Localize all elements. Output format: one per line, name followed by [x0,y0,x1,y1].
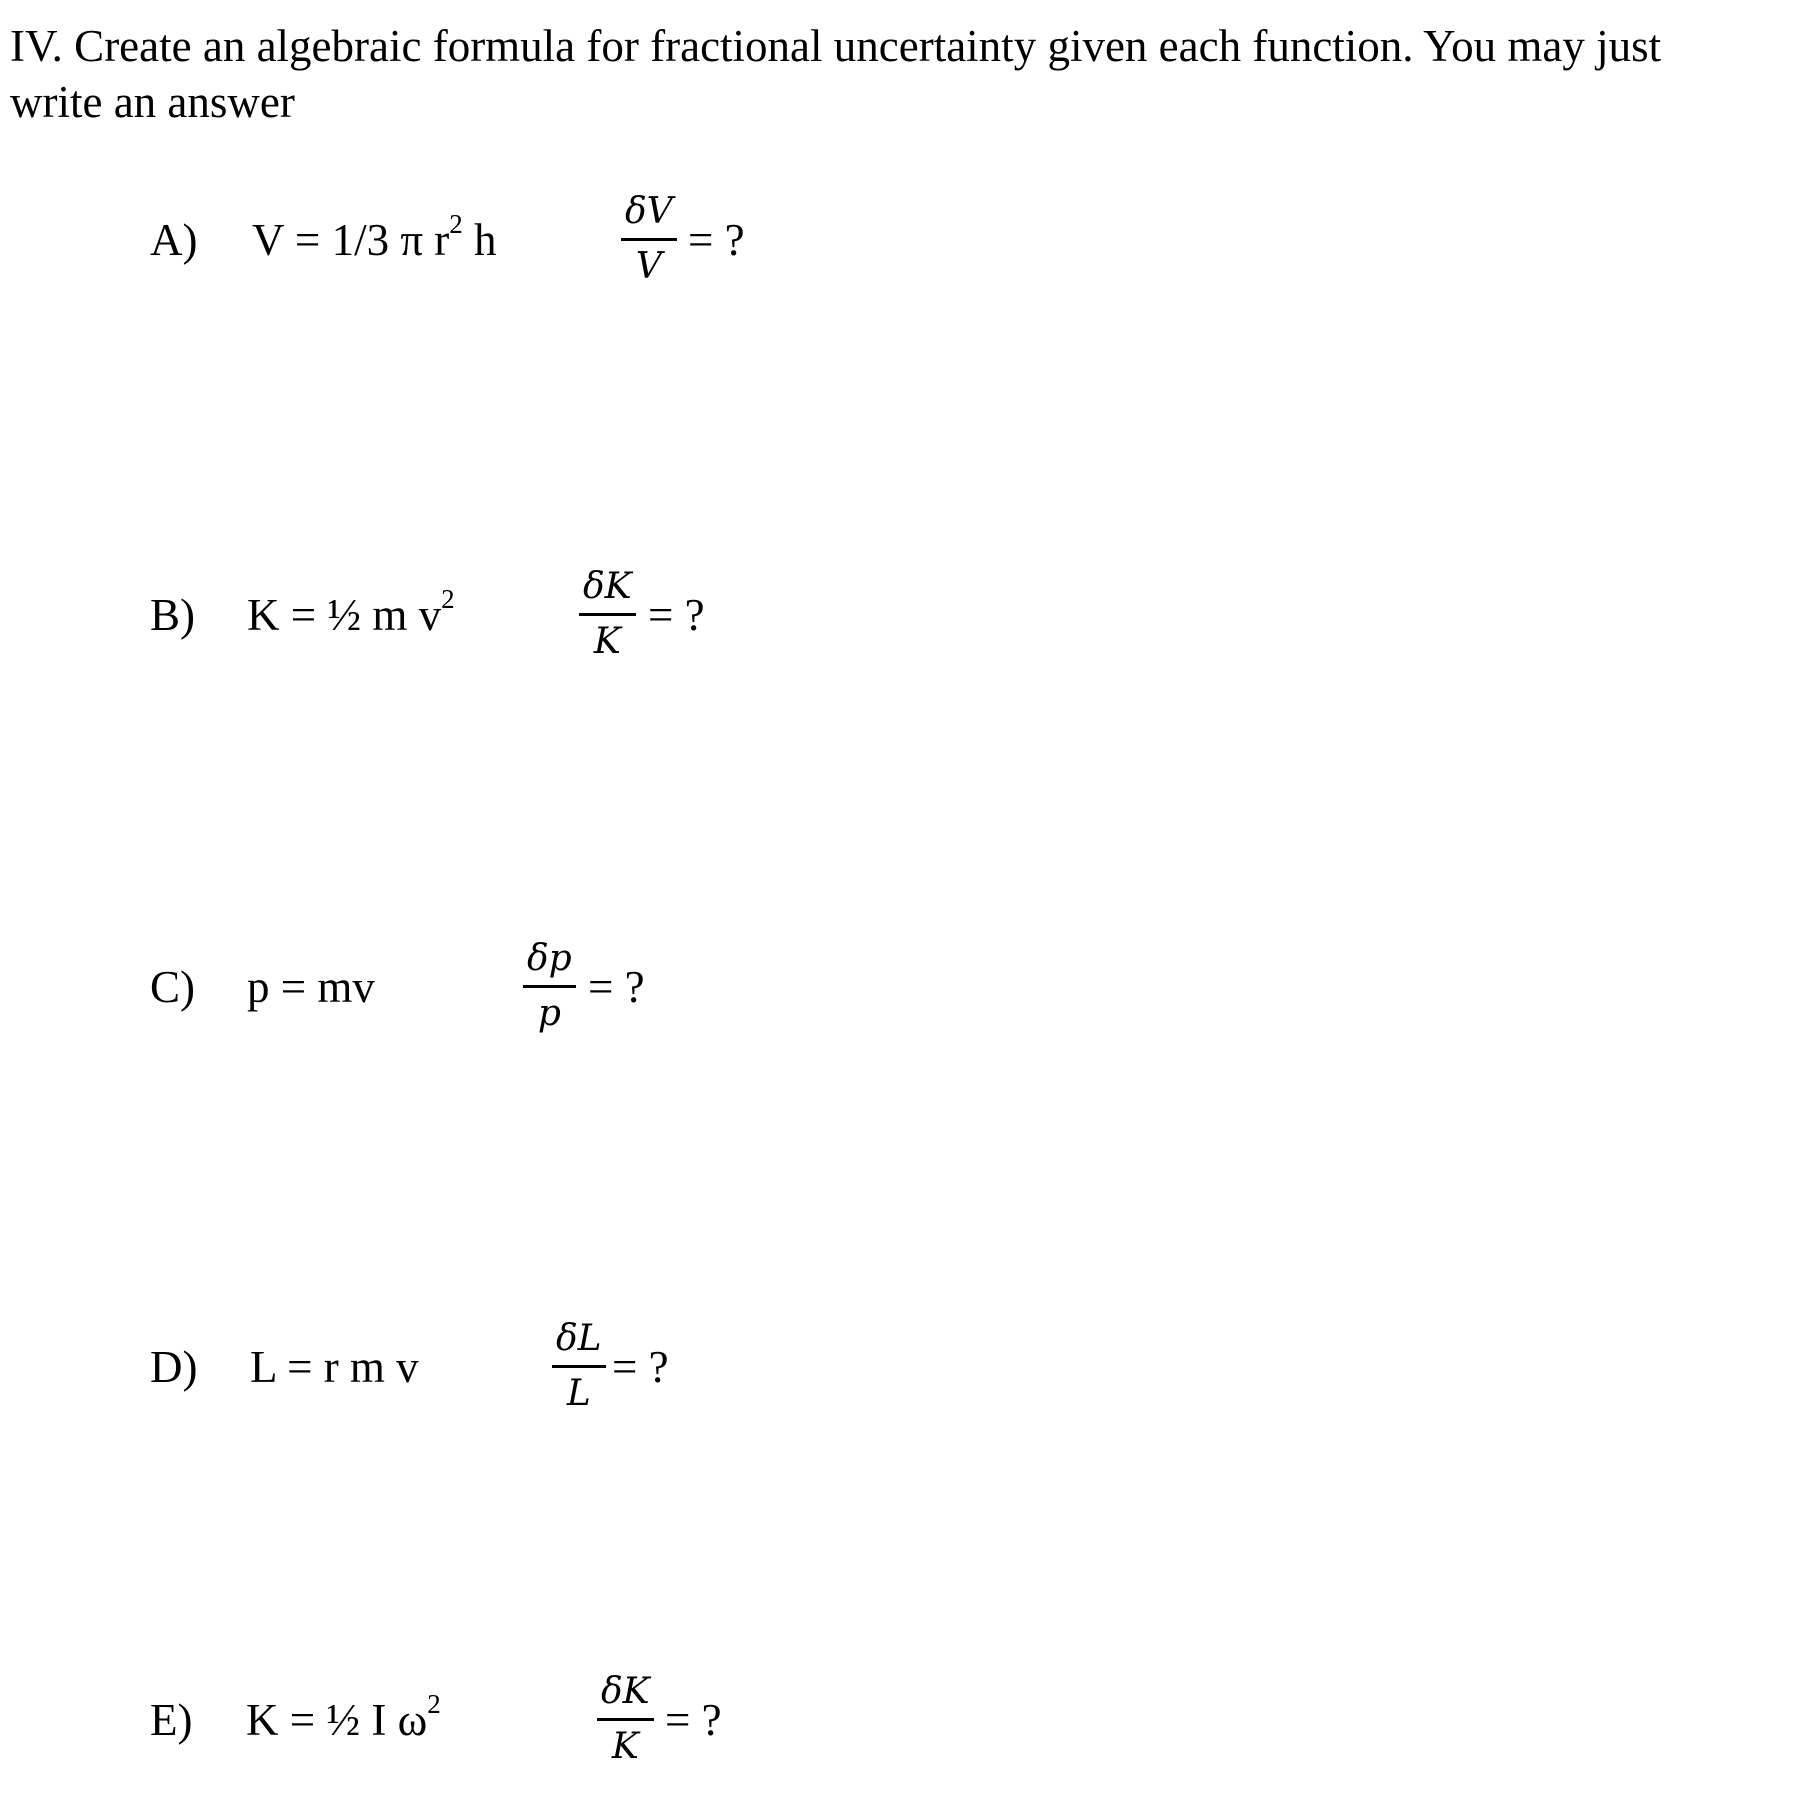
problem-c [0,937,1807,1077]
fractional-uncertainty-fraction [597,1670,654,1769]
fractional-uncertainty-fraction [552,1317,606,1416]
problem-label: A) [150,215,198,265]
fractional-uncertainty-fraction [523,937,576,1036]
instructions-line-2: write an answer [10,77,295,127]
fraction-numerator: δK [601,1671,650,1712]
question-instructions [10,18,1800,130]
fractional-uncertainty-fraction [579,565,636,664]
problem-formula [252,209,497,265]
problem-formula [246,1689,441,1745]
fractional-uncertainty-fraction [621,190,677,289]
formula-main: K = ½ I ω [246,1695,428,1745]
equals-question: = ? [648,590,705,640]
problem-a [0,190,1807,330]
equals-question: = ? [688,215,745,265]
fraction-denominator: K [593,621,621,662]
formula-exponent: 2 [427,1689,441,1719]
formula-exponent: 2 [441,584,455,614]
fraction-bar [579,613,636,616]
formula-main: p = mv [247,962,375,1012]
fraction-numerator: δK [583,566,632,607]
fraction-bar [597,1718,654,1721]
instructions-line-1: IV. Create an algebraic formula for fractional uncertainty given each function. You may just [10,21,1662,71]
formula-tail: h [462,215,497,265]
problem-label: D) [150,1342,198,1392]
formula-exponent: 2 [449,209,463,239]
problem-formula [247,962,375,1012]
fraction-denominator: p [537,993,561,1034]
fraction-denominator: V [635,246,662,287]
fraction-bar [523,985,576,988]
fraction-denominator: K [611,1726,639,1767]
problem-label: B) [150,590,195,640]
problem-label: E) [150,1695,193,1745]
formula-main: L = r m v [250,1342,419,1392]
fraction-bar [621,238,677,241]
equals-question: = ? [612,1342,669,1392]
formula-main: K = ½ m v [247,590,442,640]
problem-formula [250,1342,419,1392]
fraction-numerator: δp [527,938,572,979]
problem-label: C) [150,962,195,1012]
problem-e [0,1670,1807,1810]
equals-question: = ? [665,1695,722,1745]
fraction-numerator: δV [625,191,673,232]
formula-main: V = 1/3 π r [252,215,450,265]
equals-question: = ? [588,962,645,1012]
problem-b [0,565,1807,705]
problem-formula [247,584,455,640]
fraction-numerator: δL [556,1318,602,1359]
fraction-denominator: L [566,1373,591,1414]
fraction-bar [552,1365,606,1368]
problem-d [0,1317,1807,1457]
